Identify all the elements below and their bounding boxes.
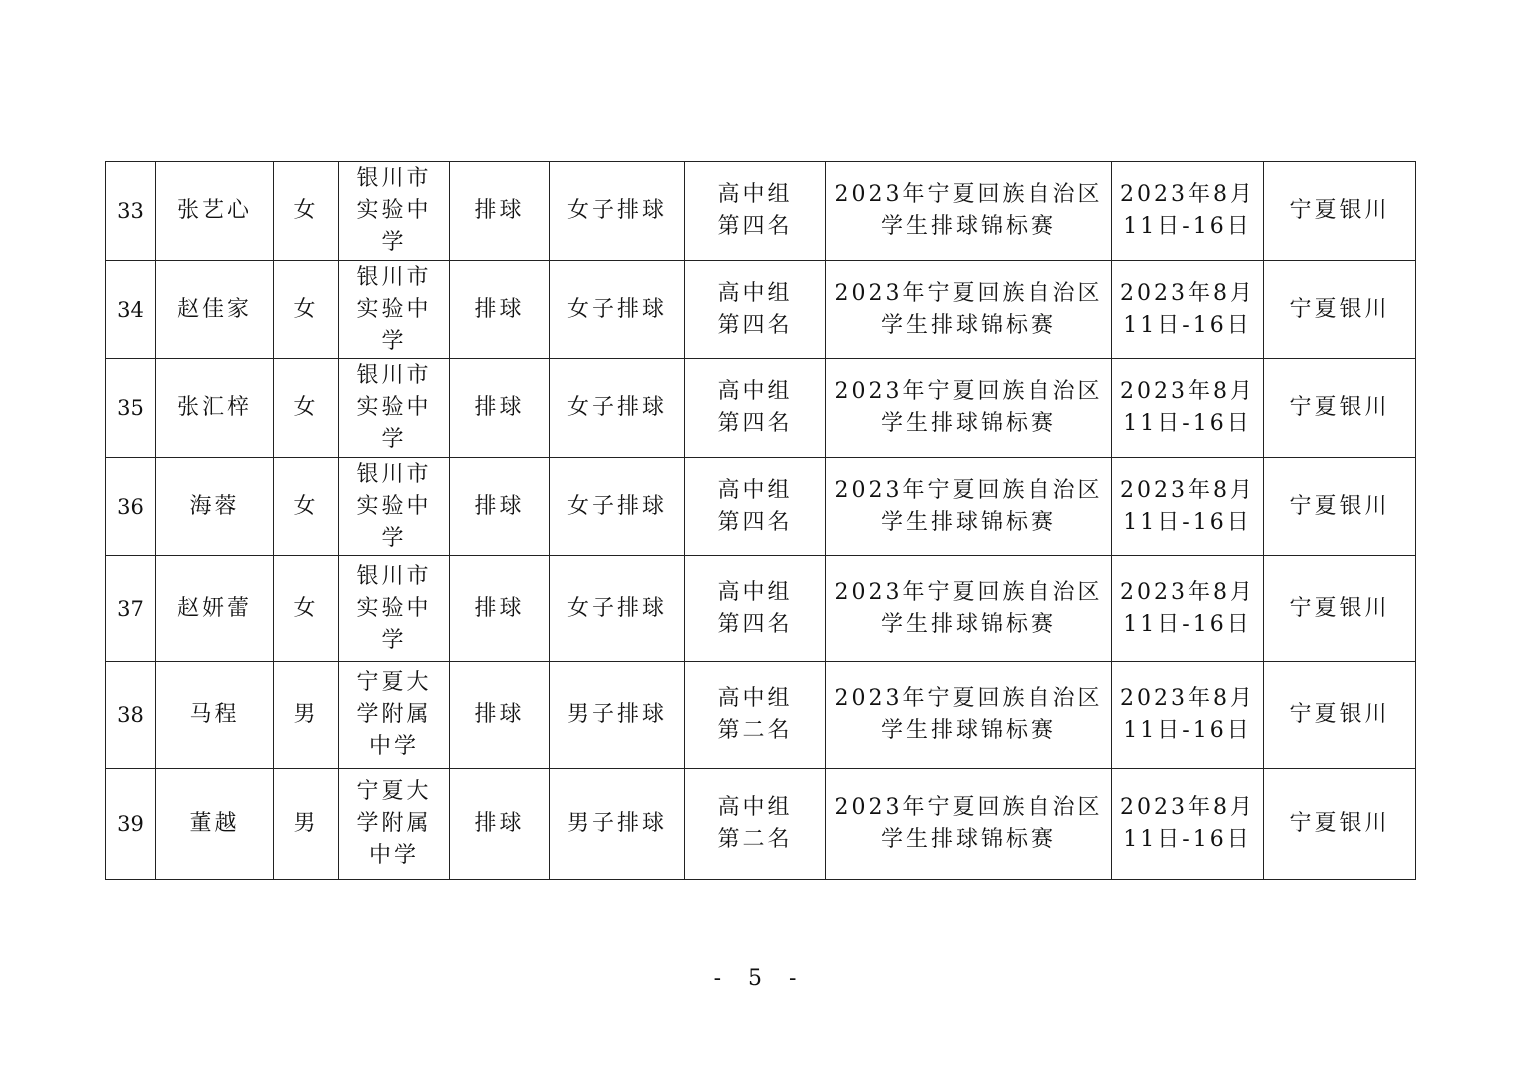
competition-cell: 2023年宁夏回族自治区 学生排球锦标赛 (826, 662, 1112, 769)
gender-cell: 女 (274, 458, 339, 556)
date-cell: 2023年8月 11日-16日 (1112, 769, 1264, 880)
gender-cell: 男 (274, 662, 339, 769)
gender-cell: 女 (274, 261, 339, 359)
table-row (106, 458, 1416, 556)
school-cell: 宁夏大 学附属 中学 (339, 662, 450, 769)
date-cell: 2023年8月 11日-16日 (1112, 359, 1264, 458)
school-cell: 银川市 实验中 学 (339, 458, 450, 556)
gender-cell: 女 (274, 556, 339, 662)
result-cell: 高中组 第二名 (685, 662, 826, 769)
date-cell: 2023年8月 11日-16日 (1112, 556, 1264, 662)
serial-number-cell: 38 (106, 662, 156, 769)
serial-number-cell: 39 (106, 769, 156, 880)
serial-number-cell: 36 (106, 458, 156, 556)
location-cell: 宁夏银川 (1264, 556, 1416, 662)
competition-cell: 2023年宁夏回族自治区 学生排球锦标赛 (826, 162, 1112, 261)
athlete-name-cell: 马程 (156, 662, 274, 769)
school-cell: 银川市 实验中 学 (339, 261, 450, 359)
athlete-name-cell: 海蓉 (156, 458, 274, 556)
result-cell: 高中组 第四名 (685, 458, 826, 556)
location-cell: 宁夏银川 (1264, 769, 1416, 880)
gender-cell: 女 (274, 359, 339, 458)
competition-cell: 2023年宁夏回族自治区 学生排球锦标赛 (826, 359, 1112, 458)
location-cell: 宁夏银川 (1264, 662, 1416, 769)
event-cell: 女子排球 (550, 261, 685, 359)
table-row (106, 162, 1416, 261)
sport-cell: 排球 (450, 162, 550, 261)
school-cell: 银川市 实验中 学 (339, 162, 450, 261)
gender-cell: 女 (274, 162, 339, 261)
page-number: - 5 - (713, 966, 807, 991)
event-cell: 女子排球 (550, 162, 685, 261)
table-row (106, 556, 1416, 662)
location-cell: 宁夏银川 (1264, 359, 1416, 458)
event-cell: 男子排球 (550, 769, 685, 880)
location-cell: 宁夏银川 (1264, 261, 1416, 359)
competition-cell: 2023年宁夏回族自治区 学生排球锦标赛 (826, 261, 1112, 359)
serial-number-cell: 35 (106, 359, 156, 458)
result-cell: 高中组 第二名 (685, 769, 826, 880)
table-row (106, 261, 1416, 359)
location-cell: 宁夏银川 (1264, 162, 1416, 261)
result-cell: 高中组 第四名 (685, 162, 826, 261)
date-cell: 2023年8月 11日-16日 (1112, 458, 1264, 556)
athlete-name-cell: 董越 (156, 769, 274, 880)
serial-number-cell: 33 (106, 162, 156, 261)
competition-cell: 2023年宁夏回族自治区 学生排球锦标赛 (826, 556, 1112, 662)
serial-number-cell: 37 (106, 556, 156, 662)
school-cell: 宁夏大 学附属 中学 (339, 769, 450, 880)
sport-cell: 排球 (450, 458, 550, 556)
athlete-name-cell: 赵妍蕾 (156, 556, 274, 662)
athlete-name-cell: 赵佳家 (156, 261, 274, 359)
date-cell: 2023年8月 11日-16日 (1112, 261, 1264, 359)
event-cell: 女子排球 (550, 458, 685, 556)
table-row (106, 662, 1416, 769)
sport-cell: 排球 (450, 556, 550, 662)
school-cell: 银川市 实验中 学 (339, 359, 450, 458)
gender-cell: 男 (274, 769, 339, 880)
athlete-name-cell: 张汇梓 (156, 359, 274, 458)
sport-cell: 排球 (450, 769, 550, 880)
date-cell: 2023年8月 11日-16日 (1112, 662, 1264, 769)
table-row (106, 359, 1416, 458)
event-cell: 女子排球 (550, 556, 685, 662)
competition-cell: 2023年宁夏回族自治区 学生排球锦标赛 (826, 458, 1112, 556)
competition-cell: 2023年宁夏回族自治区 学生排球锦标赛 (826, 769, 1112, 880)
sport-cell: 排球 (450, 261, 550, 359)
date-cell: 2023年8月 11日-16日 (1112, 162, 1264, 261)
sport-cell: 排球 (450, 359, 550, 458)
serial-number-cell: 34 (106, 261, 156, 359)
table-row (106, 769, 1416, 880)
school-cell: 银川市 实验中 学 (339, 556, 450, 662)
event-cell: 女子排球 (550, 359, 685, 458)
athlete-name-cell: 张艺心 (156, 162, 274, 261)
sport-cell: 排球 (450, 662, 550, 769)
location-cell: 宁夏银川 (1264, 458, 1416, 556)
result-cell: 高中组 第四名 (685, 359, 826, 458)
event-cell: 男子排球 (550, 662, 685, 769)
result-cell: 高中组 第四名 (685, 556, 826, 662)
result-cell: 高中组 第四名 (685, 261, 826, 359)
athlete-award-table (105, 161, 1416, 880)
